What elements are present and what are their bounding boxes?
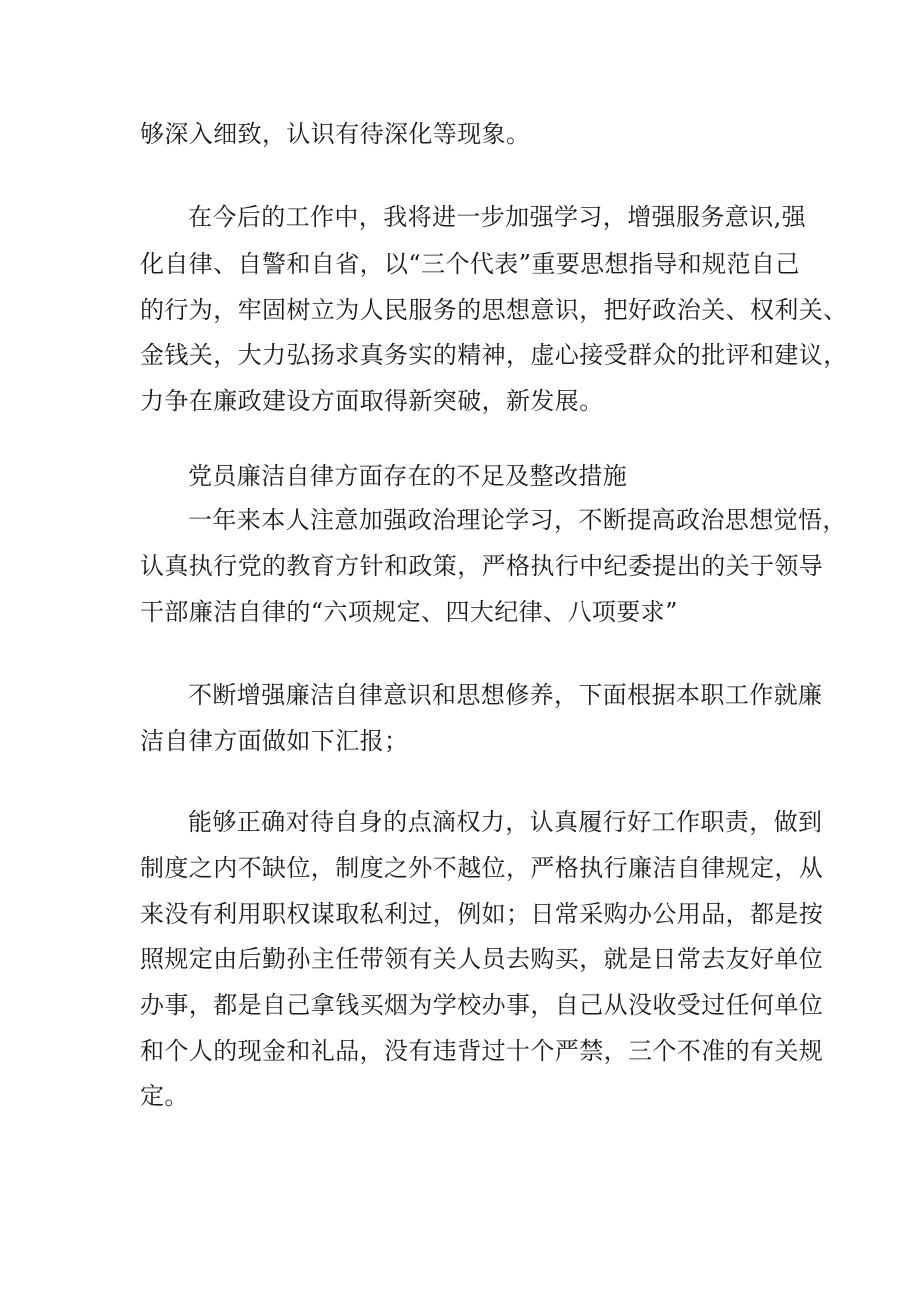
text-line: 不断增强廉洁自律意识和思想修养，下面根据本职工作就廉 — [188, 681, 823, 709]
text-line: 来没有利用职权谋取私利过，例如；日常采购办公用品，都是按 — [140, 900, 824, 928]
text-line: 制度之内不缺位，制度之外不越位，严格执行廉洁自律规定，从 — [140, 854, 824, 882]
text-line: 洁自律方面做如下汇报； — [140, 727, 409, 755]
text-line: 一年来本人注意加强政治理论学习，不断提高政治思想觉悟， — [188, 506, 847, 534]
text-line: 照规定由后勤孙主任带领有关人员去购买，就是日常去友好单位 — [140, 945, 824, 973]
text-line: 的行为，牢固树立为人民服务的思想意识，把好政治关、权利关、 — [140, 296, 848, 324]
text-line: 能够正确对待自身的点滴权力，认真履行好工作职责，做到 — [188, 808, 823, 836]
text-line: 干部廉洁自律的“六项规定、四大纪律、八项要求” — [140, 598, 678, 626]
text-line: 力争在廉政建设方面取得新突破，新发展。 — [140, 387, 604, 415]
text-line: 定。 — [140, 1082, 189, 1110]
text-line: 办事，都是自己拿钱买烟为学校办事，自己从没收受过任何单位 — [140, 991, 824, 1019]
text-line: 和个人的现金和礼品，没有违背过十个严禁，三个不准的有关规 — [140, 1037, 824, 1065]
text-line: 够深入细致，认识有待深化等现象。 — [140, 120, 531, 148]
text-line: 认真执行党的教育方针和政策，严格执行中纪委提出的关于领导 — [140, 552, 824, 580]
text-line: 化自律、自警和自省，以“三个代表”重要思想指导和规范自己 — [140, 250, 800, 278]
text-line: 金钱关，大力弘扬求真务实的精神，虚心接受群众的批评和建议， — [140, 341, 848, 369]
section-heading: 党员廉洁自律方面存在的不足及整改措施 — [188, 462, 628, 490]
text-line: 在今后的工作中，我将进一步加强学习，增强服务意识,强 — [188, 203, 807, 231]
